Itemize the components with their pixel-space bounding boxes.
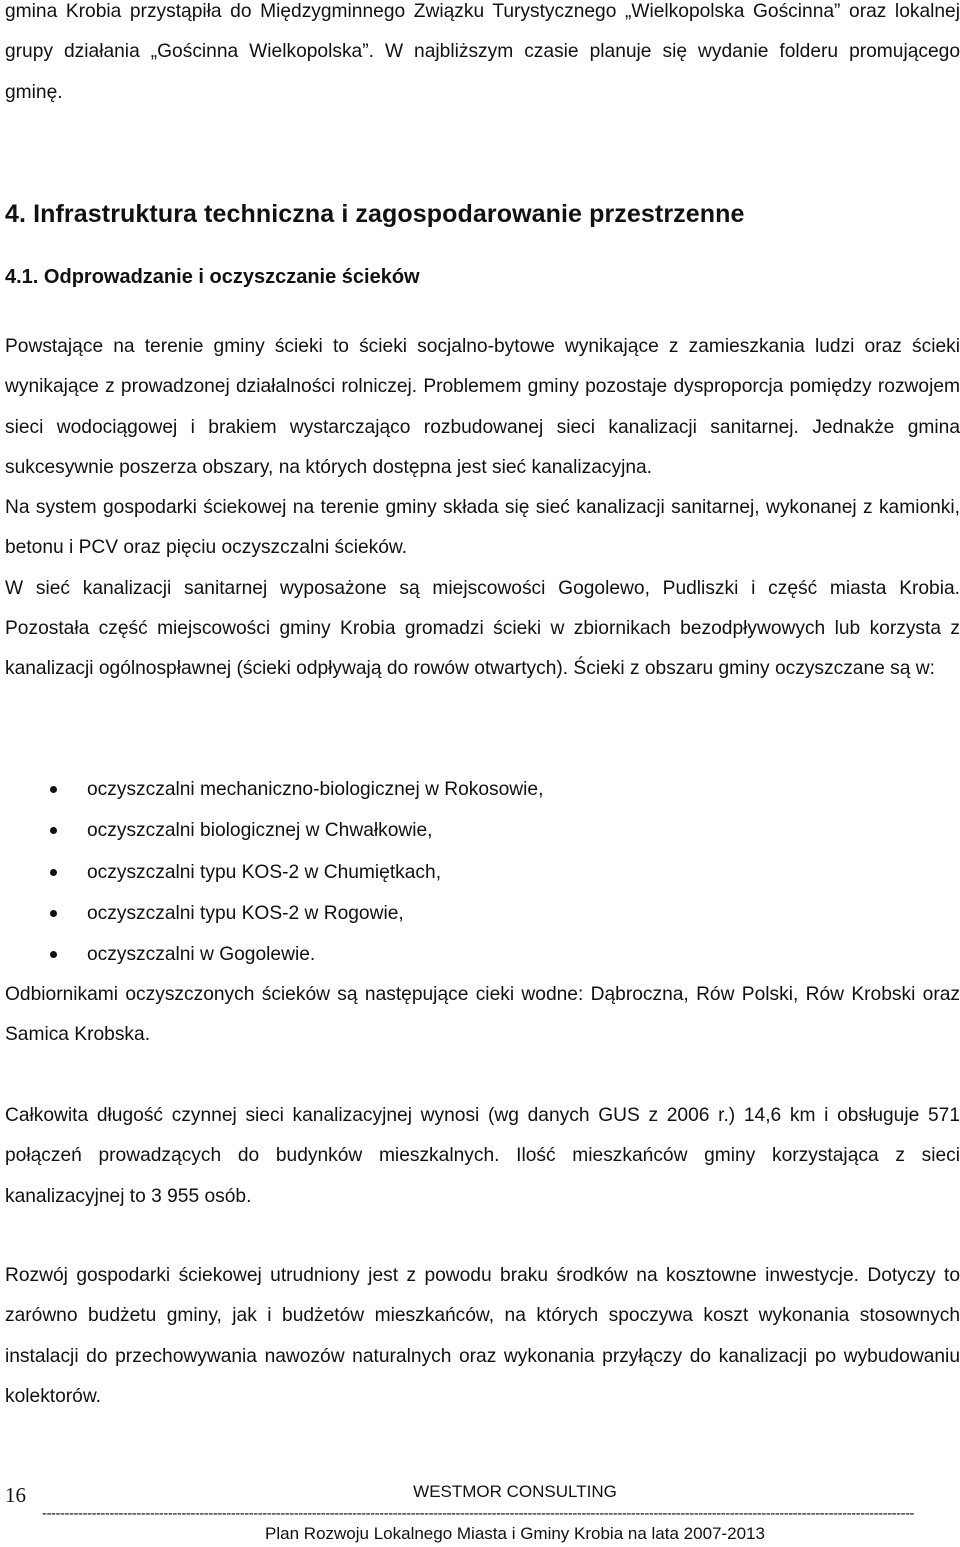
footer-plan-title: Plan Rozwoju Lokalnego Miasta i Gminy Krobia na lata 2007-2013: [265, 1524, 765, 1543]
paragraph-system-composition: Na system gospodarki ściekowej na terenie gminy składa się sieć kanalizacji sanitarnej, wykonanej z kamionki, betonu i PCV oraz pięciu oczyszczalni ścieków.: [5, 497, 960, 559]
list-item-text: oczyszczalni mechaniczno-biologicznej w Rokosowie,: [87, 779, 544, 800]
list-item: [5, 893, 905, 934]
footer-company: WESTMOR CONSULTING: [413, 1482, 617, 1501]
footer-divider: --------------------------------------------------------------------------------------------------------------------------------------------------------------------------------------------------: [42, 1505, 915, 1522]
subsection-heading: 4.1. Odprowadzanie i oczyszczanie ścieków: [5, 266, 420, 288]
section-heading: 4. Infrastruktura techniczna i zagospodarowanie przestrzenne: [5, 200, 745, 228]
list-item-text: oczyszczalni typu KOS-2 w Rogowie,: [87, 902, 404, 924]
list-item-text: oczyszczalni biologicznej w Chwałkowie,: [87, 820, 433, 842]
bullet-icon: [50, 910, 57, 917]
intro-text: gmina Krobia przystąpiła do Międzygminnego Związku Turystycznego „Wielkopolska Gościnna” oraz lokalnej grupy działania „Gościnna Wielkopolska”. W najbliższym czasie planuje się wydanie folderu promującego gminę.: [5, 1, 960, 103]
list-item: [5, 934, 905, 975]
paragraph-network-coverage: W sieć kanalizacji sanitarnej wyposażone są miejscowości Gogolewo, Pudliszki i część miasta Krobia. Pozostała część miejscowości gminy Krobia gromadzi ścieki w zbiornikach bezodpływowych lub korzysta z kanalizacji ogólnospławnej (ścieki odpływają do rowów otwartych). Ścieki z obszaru gminy oczyszczane są w:: [5, 577, 960, 680]
list-item: [5, 852, 905, 893]
paragraph-network-length: Całkowita długość czynnej sieci kanalizacyjnej wynosi (wg danych GUS z 2006 r.) 14,6 km i obsługuje 571 połączeń prowadzących do budynków mieszkalnych. Ilość mieszkańców gminy korzystająca z sieci kanalizacyjnej to 3 955 osób.: [5, 1105, 960, 1207]
list-item: [5, 769, 905, 810]
list-item-text: oczyszczalni typu KOS-2 w Chumiętkach,: [87, 861, 442, 883]
bullet-icon: [50, 827, 57, 834]
paragraph-development-barriers: Rozwój gospodarki ściekowej utrudniony jest z powodu braku środków na kosztowne inwestycje. Dotyczy to zarówno budżetu gminy, jak i budżetów mieszkańców, na których spoczywa koszt wykonania stosownych instalacji do przechowywania nawozów naturalnych oraz wykonania przyłączy do kanalizacji po wybudowaniu kolektorów.: [5, 1265, 960, 1407]
paragraph-sewage-origin: Powstające na terenie gminy ścieki to ścieki socjalno-bytowe wynikające z zamieszkania ludzi oraz ścieki wynikające z prowadzonej działalności rolniczej. Problemem gminy pozostaje dysproporcja pomiędzy rozwojem sieci wodociągowej i brakiem wystarczająco rozbudowanej sieci kanalizacji sanitarnej. Jednakże gmina sukcesywnie poszerza obszary, na których dostępna jest sieć kanalizacyjna.: [5, 336, 960, 478]
bullet-icon: [50, 951, 57, 958]
section-body-2: [5, 975, 960, 1056]
bullet-icon: [50, 869, 57, 876]
bullet-icon: [50, 786, 57, 793]
list-item-text: oczyszczalni w Gogolewie.: [87, 944, 316, 966]
treatment-plant-list: [5, 769, 905, 975]
paragraph-receivers: Odbiornikami oczyszczonych ścieków są następujące cieki wodne: Dąbroczna, Rów Polski, Rów Krobski oraz Samica Krobska.: [5, 984, 960, 1046]
section-body-1: [5, 327, 960, 690]
page-number: 16: [5, 1483, 26, 1507]
section-body-4: [5, 1256, 960, 1417]
intro-paragraph: [5, 0, 960, 113]
list-item: [5, 810, 905, 851]
section-body-3: [5, 1096, 960, 1217]
